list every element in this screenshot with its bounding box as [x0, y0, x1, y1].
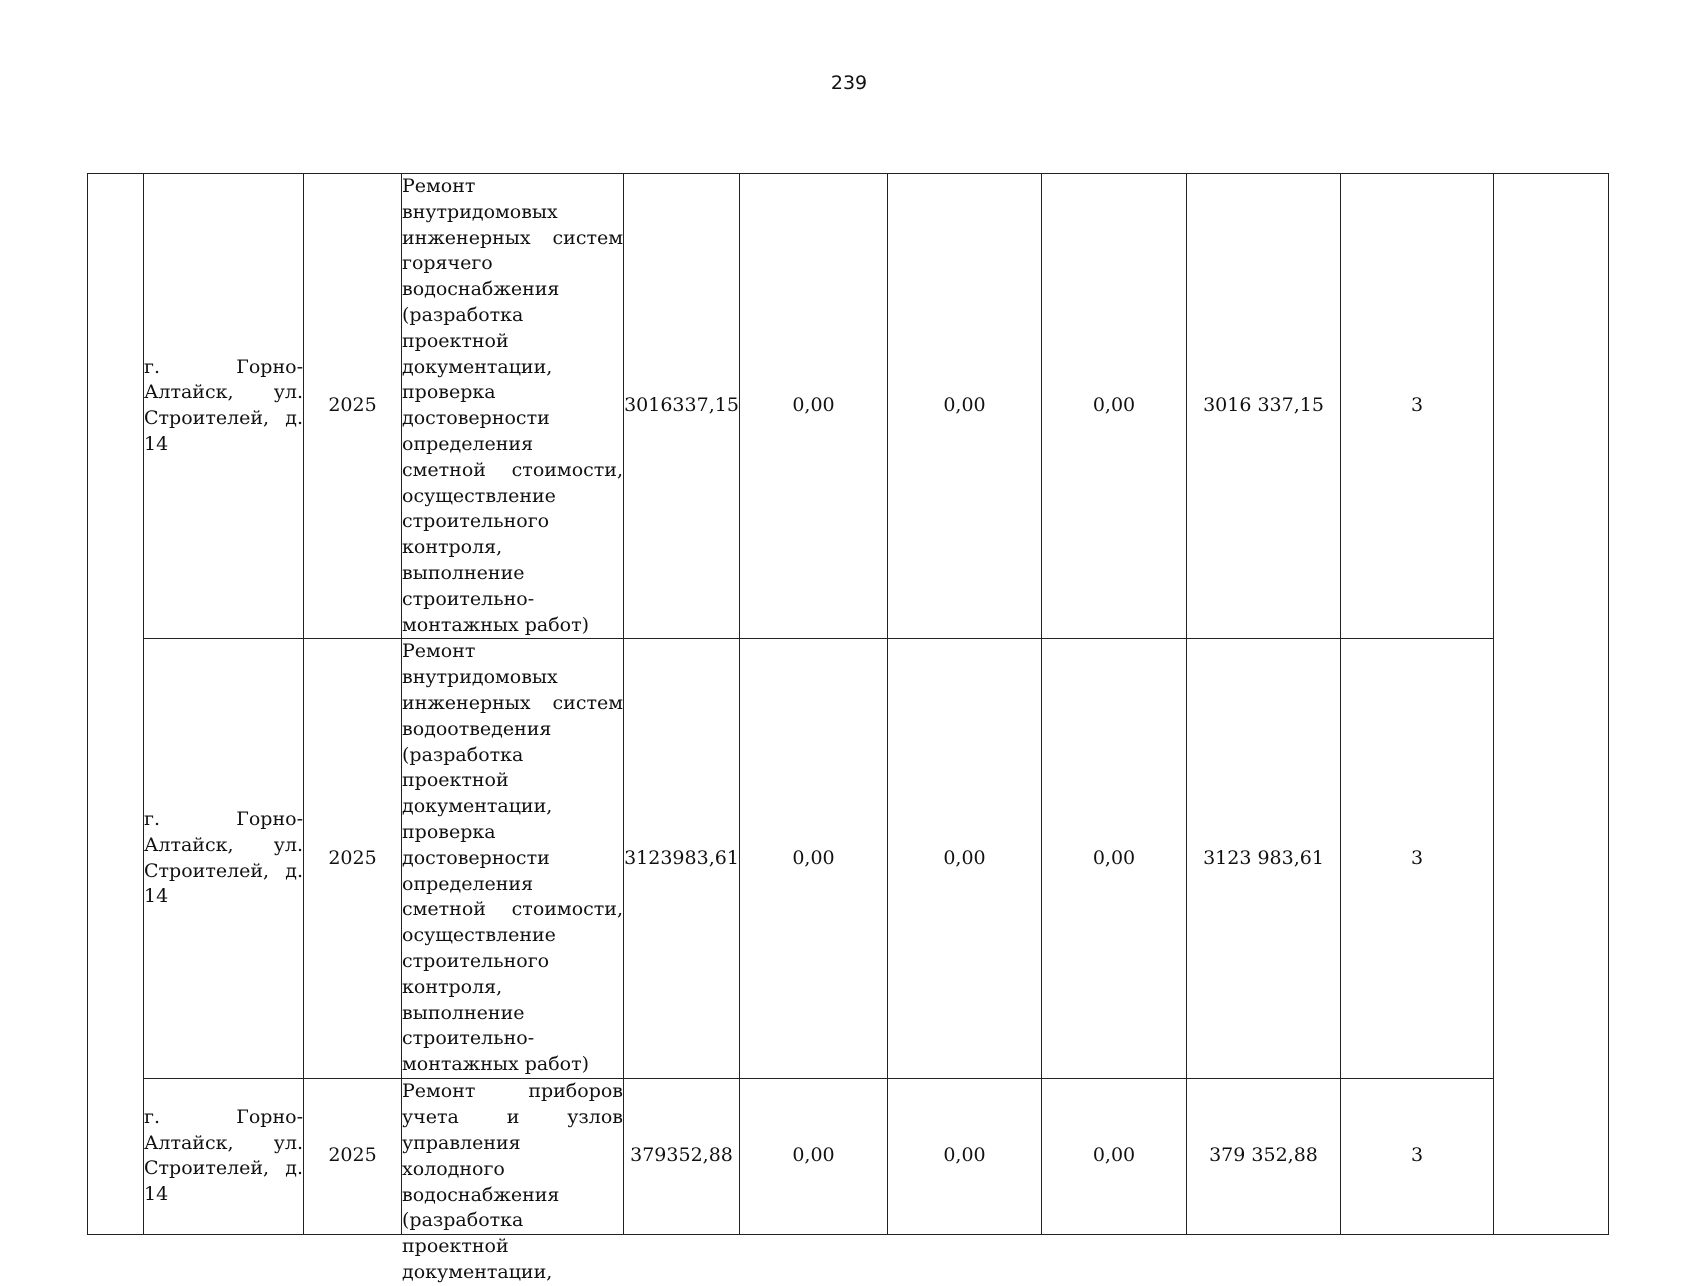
- total-cost-cell: 379352,88: [624, 1078, 740, 1234]
- amount-cell-a: 0,00: [740, 1078, 888, 1234]
- amount-cell-c: 0,00: [1042, 1078, 1187, 1234]
- year-cell: 2025: [304, 1078, 402, 1234]
- amount-cell-d: 379 352,88: [1187, 1078, 1341, 1234]
- address-cell: г. Горно-Алтайск, ул. Строителей, д. 14: [144, 1078, 304, 1234]
- empty-last-cell: [1494, 174, 1609, 1235]
- year-cell: 2025: [304, 639, 402, 1079]
- total-cost-cell: 3123983,61: [624, 639, 740, 1079]
- address-cell: г. Горно-Алтайск, ул. Строителей, д. 14: [144, 174, 304, 639]
- code-cell: 3: [1341, 1078, 1494, 1234]
- amount-cell-c: 0,00: [1042, 639, 1187, 1079]
- work-description-text: Ремонт приборов учета и узлов управления холодного водоснабжения (разработка проектной документации,: [402, 1080, 623, 1283]
- work-description-text: Ремонт внутридомовых инженерных систем горячего водоснабжения (разработка проектной документации, проверка достоверности определения сметной стоимости, осуществление строительного контроля, выполнение строительно-монтажных работ): [402, 175, 623, 636]
- year-cell: 2025: [304, 174, 402, 639]
- table-row: [88, 1078, 1609, 1234]
- table-row: [88, 639, 1609, 1079]
- capital-repair-table: [87, 173, 1609, 1283]
- work-description-cell: [402, 1078, 624, 1283]
- total-cost-cell: 3016337,15: [624, 174, 740, 639]
- table-row: [88, 174, 1609, 639]
- page-number: 239: [830, 72, 868, 94]
- address-cell: г. Горно-Алтайск, ул. Строителей, д. 14: [144, 639, 304, 1079]
- row-number-cell: [88, 174, 144, 1235]
- amount-cell-a: 0,00: [740, 174, 888, 639]
- work-description-text: Ремонт внутридомовых инженерных систем водоотведения (разработка проектной документации, проверка достоверности определения сметной стоимости, осуществление строительного контроля, выполнение строительно-монтажных работ): [402, 640, 623, 1076]
- code-cell: 3: [1341, 639, 1494, 1079]
- amount-cell-a: 0,00: [740, 639, 888, 1079]
- work-description-cell: [402, 639, 624, 1079]
- amount-cell-b: 0,00: [888, 1078, 1042, 1234]
- work-description-cell: [402, 174, 624, 639]
- amount-cell-b: 0,00: [888, 639, 1042, 1079]
- amount-cell-c: 0,00: [1042, 174, 1187, 639]
- amount-cell-d: 3016 337,15: [1187, 174, 1341, 639]
- code-cell: 3: [1341, 174, 1494, 639]
- amount-cell-d: 3123 983,61: [1187, 639, 1341, 1079]
- amount-cell-b: 0,00: [888, 174, 1042, 639]
